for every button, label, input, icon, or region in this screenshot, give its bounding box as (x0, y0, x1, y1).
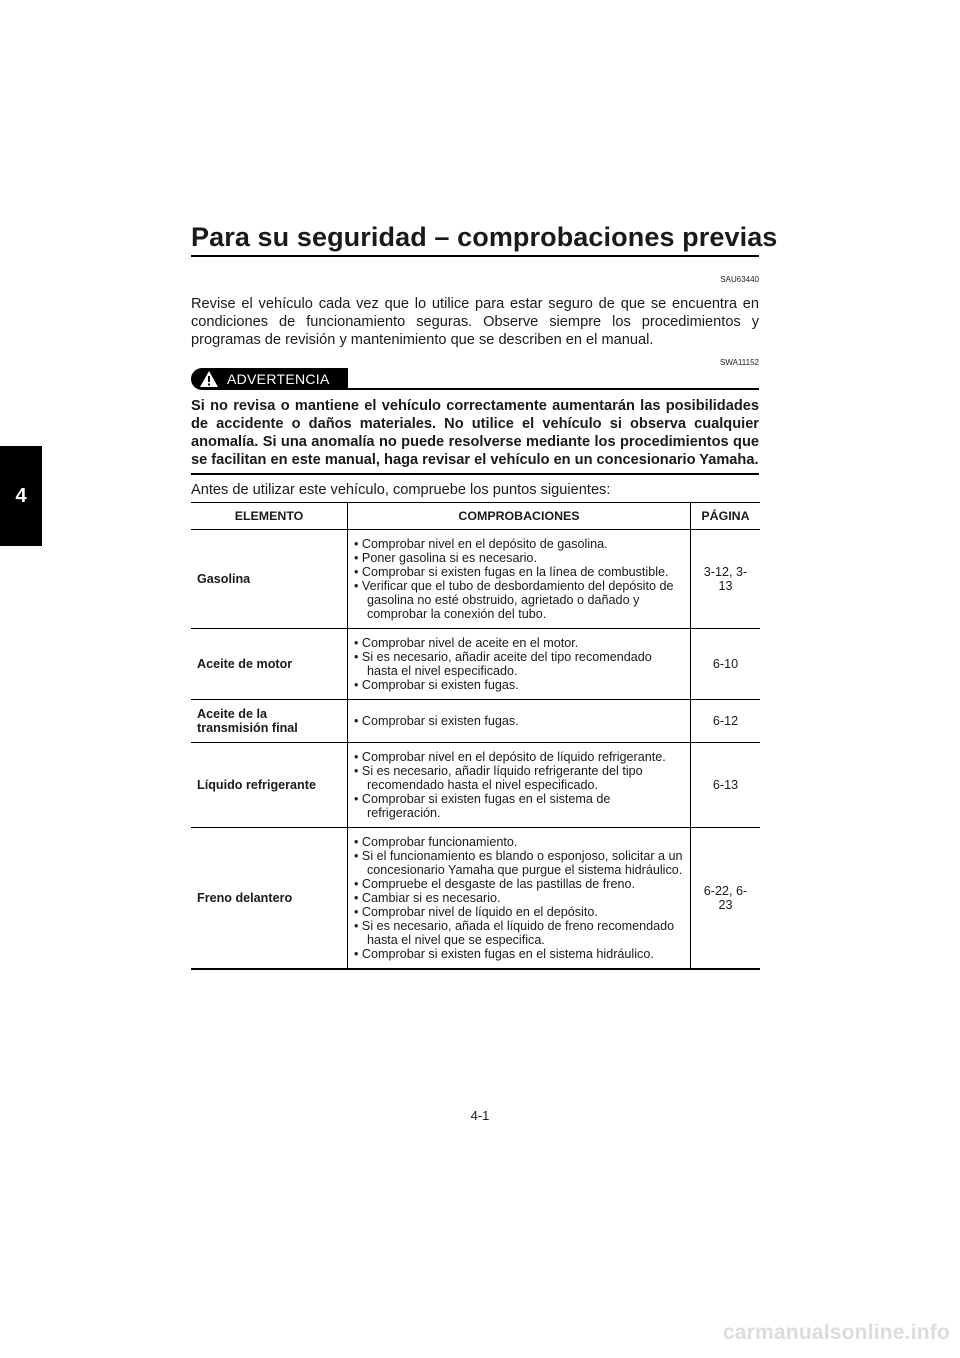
warning-label: ADVERTENCIA (227, 371, 330, 387)
check-item: • Poner gasolina si es necesario. (354, 551, 684, 565)
check-item: • Comprobar nivel en el depósito de gasolina. (354, 537, 684, 551)
warning-rule (348, 388, 759, 390)
page-number: 4-1 (470, 1108, 490, 1123)
checks-cell (348, 743, 691, 828)
pre-operation-checklist-table (191, 502, 760, 970)
item-cell: Aceite de motor (191, 629, 348, 700)
checks-cell (348, 629, 691, 700)
check-item: • Comprobar nivel de líquido en el depósito. (354, 905, 684, 919)
warning-reference-code: SWA11152 (720, 358, 759, 367)
header-page: PÁGINA (691, 503, 761, 530)
check-item: • Comprobar funcionamiento. (354, 835, 684, 849)
checks-cell (348, 828, 691, 970)
check-item: • Compruebe el desgaste de las pastillas de freno. (354, 877, 684, 891)
page-cell: 6-22, 6-23 (691, 828, 761, 970)
warning-triangle-icon (199, 370, 219, 388)
page-cell: 6-12 (691, 700, 761, 743)
check-item: • Comprobar nivel en el depósito de líquido refrigerante. (354, 750, 684, 764)
intro-paragraph: Revise el vehículo cada vez que lo utilice para estar seguro de que se encuentra en condiciones de funcionamiento seguras. Observe siempre los procedimientos y programas de revisión y mantenimiento que se describen en el manual. (191, 296, 759, 348)
checks-cell (348, 700, 691, 743)
check-item: • Comprobar si existen fugas en el sistema de refrigeración. (354, 792, 684, 820)
checklist-intro: Antes de utilizar este vehículo, compruebe los puntos siguientes: (191, 482, 611, 498)
page-cell: 3-12, 3-13 (691, 530, 761, 629)
check-item: • Comprobar si existen fugas en el sistema hidráulico. (354, 947, 684, 961)
page-title: Para su seguridad – comprobaciones previas (191, 222, 759, 257)
header-checks: COMPROBACIONES (348, 503, 691, 530)
table-row (191, 700, 760, 743)
reference-code: SAU63440 (720, 275, 759, 284)
checks-cell (348, 530, 691, 629)
watermark: carmanualsonline.info (722, 1321, 950, 1344)
warning-bottom-rule (191, 473, 759, 475)
check-item: • Cambiar si es necesario. (354, 891, 684, 905)
page-cell: 6-10 (691, 629, 761, 700)
check-item: • Comprobar si existen fugas en la línea de combustible. (354, 565, 684, 579)
check-item: • Verificar que el tubo de desbordamiento del depósito de gasolina no esté obstruido, agrietado o dañado y comprobar la conexión del tubo. (354, 579, 684, 621)
check-item: • Si es necesario, añadir aceite del tipo recomendado hasta el nivel especificado. (354, 650, 684, 678)
check-item: • Si es necesario, añada el líquido de freno recomendado hasta el nivel que se especifica. (354, 919, 684, 947)
check-item: • Comprobar si existen fugas. (354, 678, 684, 692)
item-cell: Aceite de la transmisión final (191, 700, 348, 743)
warning-badge (191, 368, 348, 390)
check-item: • Comprobar nivel de aceite en el motor. (354, 636, 684, 650)
table-row (191, 828, 760, 970)
check-item: • Comprobar si existen fugas. (354, 714, 684, 728)
item-cell: Gasolina (191, 530, 348, 629)
header-item: ELEMENTO (191, 503, 348, 530)
item-cell: Líquido refrigerante (191, 743, 348, 828)
page-cell: 6-13 (691, 743, 761, 828)
item-cell: Freno delantero (191, 828, 348, 970)
check-item: • Si el funcionamiento es blando o esponjoso, solicitar a un concesionario Yamaha que purgue el sistema hidráulico. (354, 849, 684, 877)
section-tab: 4 (0, 446, 42, 546)
check-item: • Si es necesario, añadir líquido refrigerante del tipo recomendado hasta el nivel especificado. (354, 764, 684, 792)
table-row (191, 629, 760, 700)
warning-text: Si no revisa o mantiene el vehículo correctamente aumentarán las posibilidades de accidente o daños materiales. No utilice el vehículo si observa cualquier anomalía. Si una anomalía no puede resolverse mediante los procedimientos que se facilitan en este manual, haga revisar el vehículo en un concesionario Yamaha. (191, 398, 759, 468)
table-row (191, 530, 760, 629)
table-row (191, 743, 760, 828)
